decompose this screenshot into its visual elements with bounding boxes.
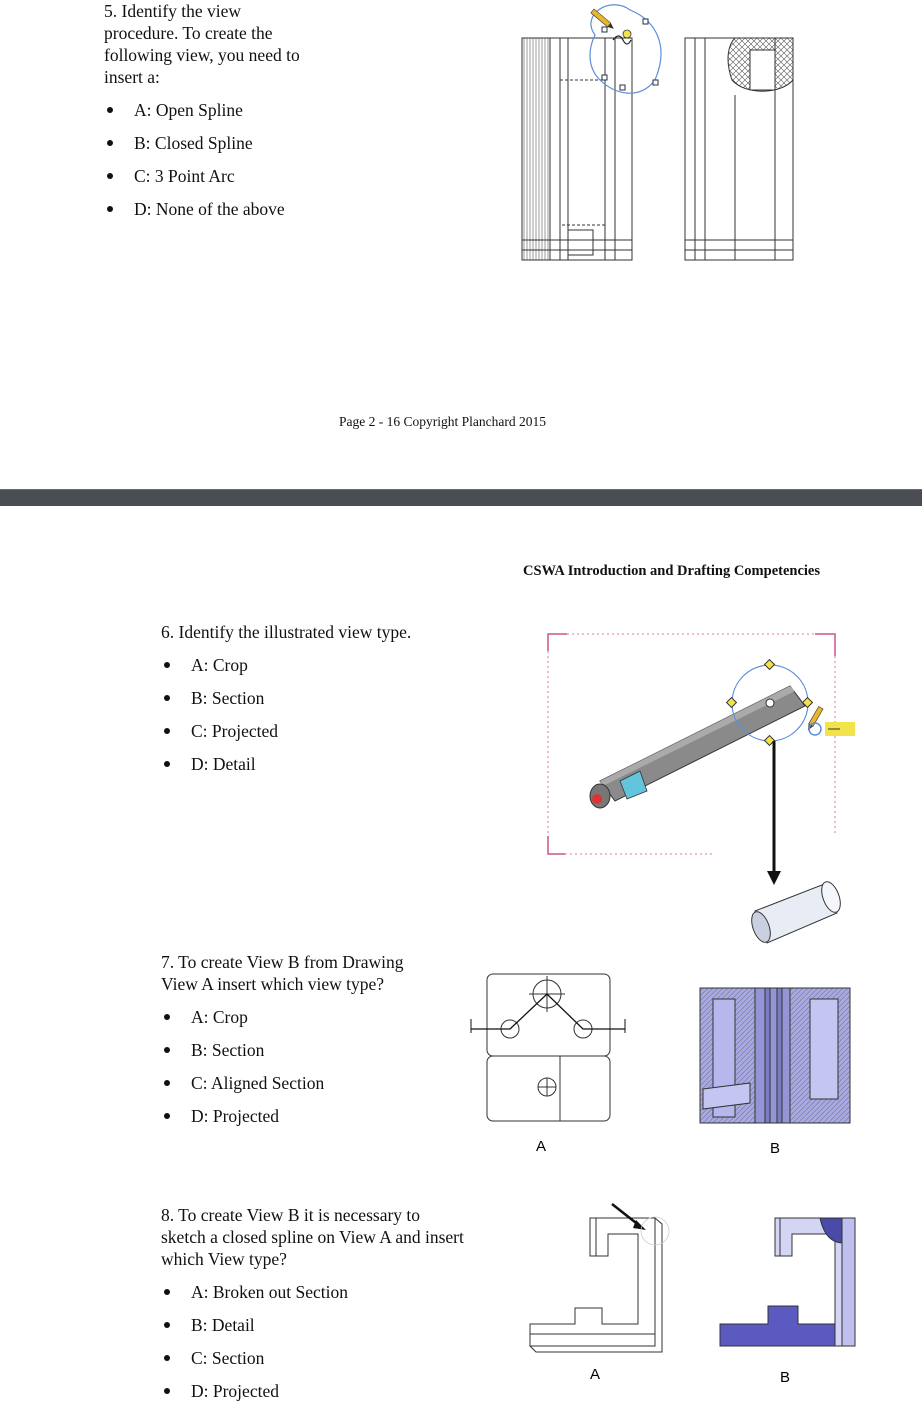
q8-stem-line-2: sketch a closed spline on View A and insert	[161, 1227, 464, 1247]
question-5-stem	[104, 0, 404, 88]
q5-spline-point	[653, 80, 658, 85]
q6-crop-corner	[815, 634, 835, 656]
q8-option-b: B: Detail	[161, 1314, 521, 1347]
q5-option-b: B: Closed Spline	[104, 132, 404, 165]
q7-view-b	[700, 988, 850, 1123]
q7-option-d: D: Projected	[161, 1105, 471, 1138]
question-7	[161, 951, 471, 1138]
q7-option-c: C: Aligned Section	[161, 1072, 471, 1105]
q8-label-b: B	[779, 1369, 791, 1386]
q5-figure	[520, 5, 800, 265]
q6-option-a: A: Crop	[161, 654, 481, 687]
q7-option-b: B: Section	[161, 1039, 471, 1072]
q6-options	[161, 654, 481, 786]
q5-view-a	[522, 38, 632, 260]
q5-options	[104, 99, 404, 231]
q7-label-b: B	[769, 1140, 781, 1157]
q8-figure	[520, 1196, 865, 1396]
page-top	[0, 0, 922, 489]
q5-view-b	[685, 38, 793, 260]
q7-option-a: A: Crop	[161, 1006, 471, 1039]
q7-options	[161, 1006, 471, 1138]
page-bottom	[0, 506, 922, 1401]
q8-option-a: A: Broken out Section	[161, 1281, 521, 1314]
page-divider	[0, 489, 922, 506]
q5-stem-line-1: 5. Identify the view	[104, 1, 242, 21]
q5-spline-point	[620, 85, 625, 90]
q5-option-c: C: 3 Point Arc	[104, 165, 404, 198]
q8-option-d: D: Projected	[161, 1380, 521, 1413]
question-6	[161, 621, 481, 786]
q8-stem-line-1: 8. To create View B it is necessary to	[161, 1205, 421, 1225]
q8-label-a: A	[589, 1366, 601, 1383]
q6-figure	[545, 631, 865, 951]
q6-detail-result	[748, 879, 844, 945]
q5-spline-point	[602, 75, 607, 80]
q8-view-a	[530, 1218, 662, 1352]
q5-spline-point	[643, 19, 648, 24]
q5-stem-line-2: procedure. To create the	[104, 23, 273, 43]
q6-stem: 6. Identify the illustrated view type.	[161, 622, 412, 642]
circle-cursor-icon	[809, 723, 821, 735]
page-header: CSWA Introduction and Drafting Competencies	[523, 563, 821, 579]
q6-option-b: B: Section	[161, 687, 481, 720]
q5-option-d: D: None of the above	[104, 198, 404, 231]
q6-option-d: D: Detail	[161, 753, 481, 786]
q6-option-c: C: Projected	[161, 720, 481, 753]
q8-options	[161, 1281, 521, 1413]
q7-view-a	[471, 974, 625, 1121]
q5-option-a: A: Open Spline	[104, 99, 404, 132]
q5-stem-line-3: following view, you need to	[104, 45, 300, 65]
question-5	[104, 0, 404, 231]
q7-stem-line-1: 7. To create View B from Drawing	[161, 952, 404, 972]
q6-crop-corner	[548, 634, 567, 651]
q7-figure	[465, 971, 855, 1157]
q7-label-a: A	[535, 1138, 547, 1155]
q8-stem	[161, 1204, 521, 1270]
question-8	[161, 1204, 521, 1413]
q8-option-c: C: Section	[161, 1347, 521, 1380]
q5-stem-line-4: insert a:	[104, 67, 160, 87]
q5-spline-point	[602, 27, 607, 32]
q7-stem	[161, 951, 471, 995]
q7-stem-line-2: View A insert which view type?	[161, 974, 384, 994]
spline-cursor-icon	[623, 30, 631, 38]
page-footer: Page 2 - 16 Copyright Planchard 2015	[339, 414, 546, 429]
q8-stem-line-3: which View type?	[161, 1249, 287, 1269]
q6-crop-corner	[548, 836, 565, 854]
q8-view-b	[720, 1218, 855, 1346]
